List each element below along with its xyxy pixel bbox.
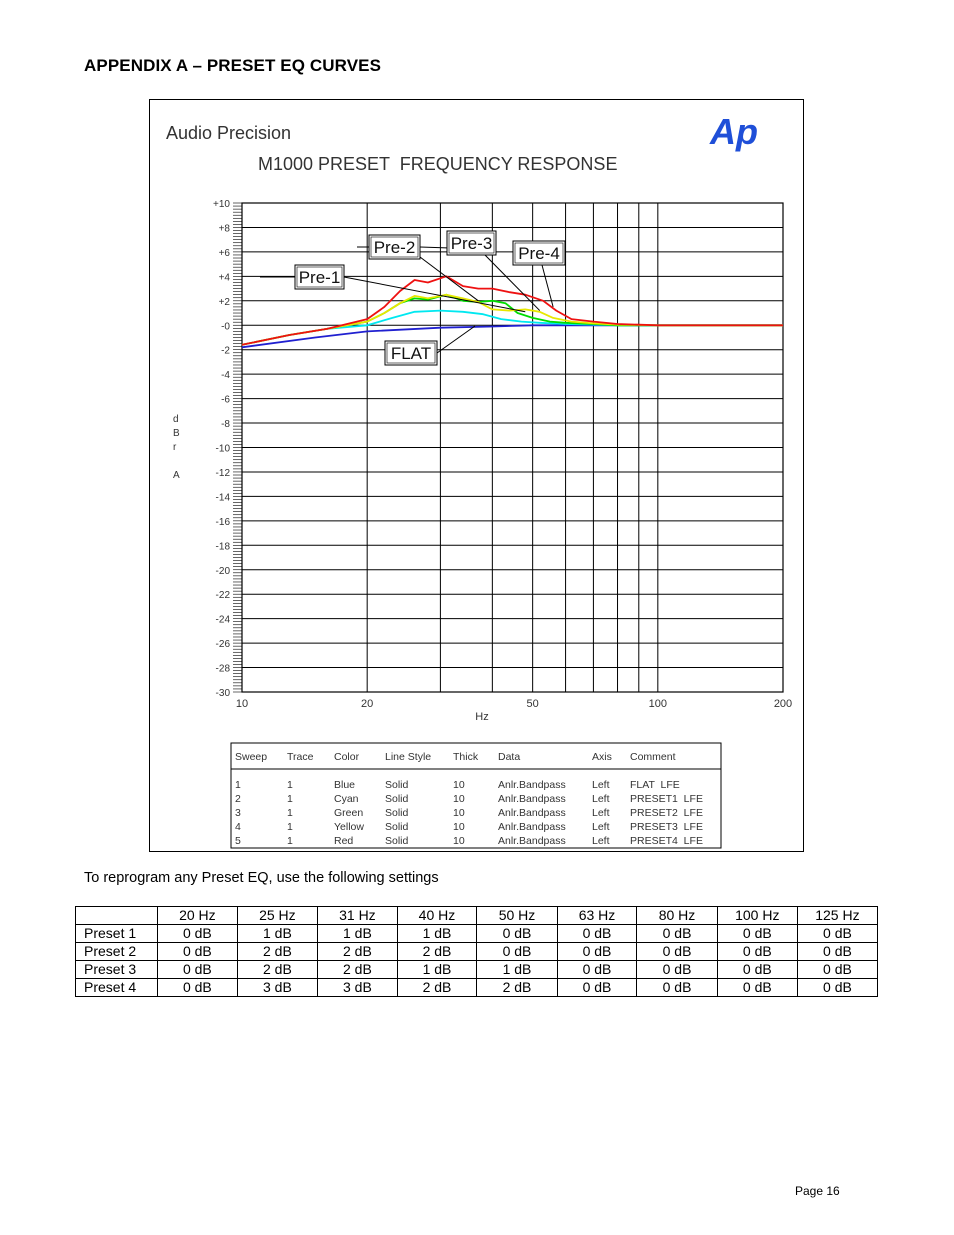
page-heading: APPENDIX A – PRESET EQ CURVES [84, 56, 382, 75]
y-minor-ticks [233, 203, 242, 692]
annotation-label: Pre-1 [298, 268, 341, 287]
legend-cell: Blue [334, 779, 356, 791]
gain-cell: 0 dB [158, 979, 238, 997]
gain-cell: 2 dB [237, 961, 317, 979]
legend-cell: Anlr.Bandpass [498, 793, 566, 805]
gain-cell: 0 dB [557, 943, 637, 961]
table-row [76, 943, 878, 961]
frequency-response-chart [150, 100, 805, 853]
legend-cell: 10 [453, 835, 465, 847]
legend-header-cell: Trace [287, 751, 314, 763]
gain-cell: 0 dB [717, 943, 797, 961]
y-tick-label: -12 [215, 467, 230, 479]
annotation-label: Pre-3 [450, 234, 493, 253]
y-tick-label: -18 [215, 541, 230, 553]
legend-cell: 10 [453, 793, 465, 805]
preset-name-cell: Preset 2 [76, 943, 158, 961]
legend-cell: 1 [287, 807, 293, 819]
legend-cell: 1 [287, 835, 293, 847]
legend-cell: 10 [453, 807, 465, 819]
y-tick-label: -30 [215, 688, 230, 699]
legend-cell: Left [592, 835, 610, 847]
y-tick-label: +8 [218, 223, 230, 235]
y-axis-label-letter: A [173, 470, 180, 481]
y-tick-label: -2 [221, 345, 230, 357]
legend-cell: PRESET4 LFE [630, 835, 703, 847]
sweep-legend-table [231, 743, 721, 848]
page-number: Page 16 [795, 1184, 840, 1198]
y-tick-label: -28 [215, 663, 230, 675]
gain-cell: 0 dB [557, 961, 637, 979]
gain-cell: 0 dB [797, 925, 877, 943]
y-tick-label: -14 [215, 492, 230, 504]
x-tick-label: 100 [648, 698, 668, 710]
legend-cell: Anlr.Bandpass [498, 779, 566, 791]
legend-header-cell: Line Style [385, 751, 432, 763]
settings-header-cell [76, 907, 158, 925]
y-tick-label: -20 [215, 565, 230, 577]
y-tick-label: -26 [215, 639, 230, 651]
gain-cell: 0 dB [158, 961, 238, 979]
table-row [76, 961, 878, 979]
annotation-leader [437, 326, 475, 353]
legend-header-cell: Sweep [235, 751, 268, 763]
legend-cell: Left [592, 807, 610, 819]
legend-cell: PRESET1 LFE [630, 793, 703, 805]
y-tick-label: -16 [215, 516, 230, 528]
settings-header-cell: 31 Hz [318, 907, 398, 925]
legend-cell: FLAT LFE [630, 779, 680, 791]
gain-cell: 2 dB [237, 943, 317, 961]
annotation-pre-4 [513, 241, 565, 307]
y-axis-label-letter: B [173, 428, 180, 439]
gain-cell: 0 dB [797, 961, 877, 979]
x-tick-label: 200 [773, 698, 793, 710]
legend-cell: PRESET2 LFE [630, 807, 703, 819]
settings-caption: To reprogram any Preset EQ, use the following settings [84, 870, 439, 886]
y-tick-label: -10 [215, 443, 230, 455]
legend-header-cell: Thick [453, 751, 479, 763]
gain-cell: 2 dB [397, 979, 477, 997]
gain-cell: 2 dB [318, 943, 398, 961]
settings-header-cell: 100 Hz [717, 907, 797, 925]
ap-logo: Ap [710, 111, 758, 152]
legend-cell: Left [592, 779, 610, 791]
y-tick-label: -22 [215, 590, 230, 602]
y-tick-label: +2 [218, 296, 230, 308]
gain-cell: 2 dB [477, 979, 557, 997]
gain-cell: 0 dB [797, 979, 877, 997]
settings-header-cell: 25 Hz [237, 907, 317, 925]
y-axis-label [173, 414, 180, 481]
legend-cell: 1 [287, 793, 293, 805]
annotation-leader [344, 277, 525, 312]
gain-cell: 1 dB [397, 925, 477, 943]
gain-cell: 0 dB [797, 943, 877, 961]
settings-header-cell: 80 Hz [637, 907, 717, 925]
gain-cell: 0 dB [158, 943, 238, 961]
gain-cell: 3 dB [237, 979, 317, 997]
gain-cell: 2 dB [318, 961, 398, 979]
x-tick-label: 20 [361, 698, 374, 710]
y-tick-label: +4 [218, 272, 230, 284]
legend-cell: Anlr.Bandpass [498, 807, 566, 819]
y-tick-label: -24 [215, 614, 230, 626]
legend-cell: 10 [453, 821, 465, 833]
gain-cell: 0 dB [717, 925, 797, 943]
legend-cell: 5 [235, 835, 241, 847]
legend-cell: Red [334, 835, 354, 847]
preset-name-cell: Preset 1 [76, 925, 158, 943]
annotation-flat [385, 326, 475, 365]
gain-cell: 0 dB [158, 925, 238, 943]
table-row [76, 925, 878, 943]
y-tick-label: +6 [218, 247, 230, 259]
preset-name-cell: Preset 3 [76, 961, 158, 979]
legend-header-cell: Color [334, 751, 360, 763]
annotation-leader [420, 247, 450, 248]
annotation-label: Pre-4 [518, 244, 560, 263]
gain-cell: 0 dB [717, 961, 797, 979]
legend-cell: 1 [287, 779, 293, 791]
legend-cell: Solid [385, 793, 409, 805]
legend-cell: Yellow [334, 821, 364, 833]
y-tick-label: -6 [221, 394, 230, 406]
legend-cell: 1 [287, 821, 293, 833]
gain-cell: 1 dB [237, 925, 317, 943]
legend-cell: Left [592, 793, 610, 805]
y-tick-label: +10 [213, 199, 230, 210]
gain-cell: 0 dB [477, 925, 557, 943]
gain-cell: 2 dB [397, 943, 477, 961]
frequency-response-figure [149, 99, 804, 852]
legend-cell: 3 [235, 807, 241, 819]
gain-cell: 0 dB [717, 979, 797, 997]
legend-cell: 4 [235, 821, 241, 833]
settings-header-cell: 125 Hz [797, 907, 877, 925]
settings-header-cell: 63 Hz [557, 907, 637, 925]
gain-cell: 0 dB [637, 925, 717, 943]
chart-annotations [260, 231, 565, 365]
legend-cell: 1 [235, 779, 241, 791]
gain-cell: 0 dB [637, 979, 717, 997]
gain-cell: 0 dB [557, 925, 637, 943]
legend-header-cell: Axis [592, 751, 612, 763]
gain-cell: 3 dB [318, 979, 398, 997]
y-tick-label: -0 [221, 321, 230, 333]
settings-header-cell: 40 Hz [397, 907, 477, 925]
x-axis-label: Hz [475, 711, 489, 723]
legend-cell: Solid [385, 807, 409, 819]
annotation-label: FLAT [390, 344, 432, 363]
gain-cell: 1 dB [397, 961, 477, 979]
legend-cell: Solid [385, 821, 409, 833]
annotation-label: Pre-2 [373, 238, 416, 257]
legend-header-cell: Comment [630, 751, 676, 763]
gain-cell: 1 dB [318, 925, 398, 943]
table-row [76, 979, 878, 997]
brand-name: Audio Precision [166, 123, 292, 143]
y-tick-label: -8 [221, 419, 230, 431]
gain-cell: 0 dB [477, 943, 557, 961]
settings-header-cell: 20 Hz [158, 907, 238, 925]
y-tick-label: -4 [221, 370, 230, 382]
legend-cell: 2 [235, 793, 241, 805]
legend-cell: Solid [385, 835, 409, 847]
legend-cell: Cyan [334, 793, 359, 805]
legend-cell: PRESET3 LFE [630, 821, 703, 833]
legend-header-cell: Data [498, 751, 521, 763]
gain-cell: 0 dB [637, 961, 717, 979]
legend-cell: Green [334, 807, 364, 819]
settings-header-cell: 50 Hz [477, 907, 557, 925]
chart-title: M1000 PRESET FREQUENCY RESPONSE [258, 154, 618, 174]
settings-header-row [76, 907, 878, 925]
gain-cell: 1 dB [477, 961, 557, 979]
x-tick-label: 10 [235, 698, 249, 710]
legend-cell: Anlr.Bandpass [498, 835, 566, 847]
legend-cell: Anlr.Bandpass [498, 821, 566, 833]
gain-cell: 0 dB [637, 943, 717, 961]
legend-cell: Solid [385, 779, 409, 791]
series-line-pre-1 [242, 311, 783, 345]
legend-cell: Left [592, 821, 610, 833]
preset-settings-table [75, 906, 878, 997]
legend-cell: 10 [453, 779, 465, 791]
gain-cell: 0 dB [557, 979, 637, 997]
y-axis-label-letter: r [173, 442, 177, 453]
x-tick-label: 50 [526, 698, 539, 710]
y-axis-label-letter: d [173, 414, 179, 425]
annotation-leader [420, 257, 478, 301]
preset-name-cell: Preset 4 [76, 979, 158, 997]
